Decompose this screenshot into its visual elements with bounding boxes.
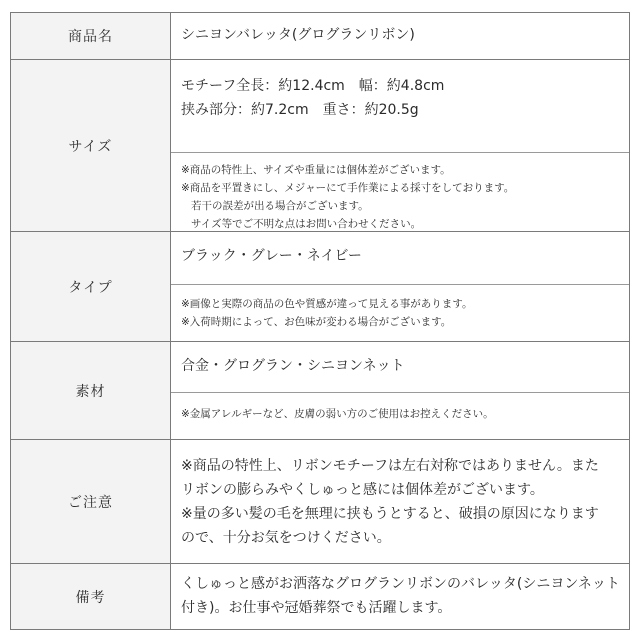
material-text: 合金・グログラン・シニヨンネット bbox=[181, 358, 405, 374]
note-text: ※商品を平置きにし、メジャーにて手作業による採寸をしております。 bbox=[181, 182, 515, 194]
note-text: ※商品の特性上、サイズや重量には個体差がございます。 bbox=[181, 164, 451, 176]
row-label: サイズ bbox=[11, 60, 171, 231]
note-text: ※画像と実際の商品の色や質感が違って見える事があります。 bbox=[181, 298, 473, 310]
product-spec-table bbox=[10, 12, 630, 630]
remarks-text: くしゅっと感がお洒落なグログランリボンのバレッタ(シニヨンネット bbox=[181, 576, 620, 592]
size-length-text: モチーフ全長：約12.4cm 幅：約4.8cm bbox=[181, 78, 445, 94]
table-row-remarks bbox=[11, 563, 629, 629]
product-name-text: シニヨンバレッタ(グログランリボン) bbox=[181, 27, 415, 43]
caution-text: ※商品の特性上、リボンモチーフは左右対称ではありません。また bbox=[181, 458, 599, 474]
note-text: ※金属アレルギーなど、皮膚の弱い方のご使用はお控えください。 bbox=[181, 408, 494, 420]
row-label: 素材 bbox=[11, 342, 171, 439]
table-row-product-name bbox=[11, 13, 629, 59]
row-value bbox=[171, 342, 629, 439]
note-text: 若干の誤差が出る場合がございます。 bbox=[191, 200, 369, 212]
caution-text: リボンの膨らみやくしゅっと感には個体差がございます。 bbox=[181, 482, 544, 498]
note-text: ※入荷時期によって、お色味が変わる場合がございます。 bbox=[181, 316, 452, 328]
size-clip-text: 挟み部分：約7.2cm 重さ：約20.5g bbox=[181, 102, 419, 118]
caution-text: ※量の多い髪の毛を無理に挟もうとすると、破損の原因になります bbox=[181, 506, 599, 522]
table-row-material bbox=[11, 341, 629, 439]
table-row-size bbox=[11, 59, 629, 231]
note-text: サイズ等でご不明な点はお問い合わせください。 bbox=[191, 218, 422, 230]
table-row-type bbox=[11, 231, 629, 341]
row-value bbox=[171, 440, 629, 563]
remarks-text: 付き)。お仕事や冠婚葬祭でも活躍します。 bbox=[181, 600, 452, 616]
type-colors-text: ブラック・グレー・ネイビー bbox=[181, 248, 362, 264]
row-label: 備考 bbox=[11, 564, 171, 629]
row-label: 商品名 bbox=[11, 13, 171, 59]
row-value bbox=[171, 564, 629, 629]
table-row-caution bbox=[11, 439, 629, 563]
row-label: ご注意 bbox=[11, 440, 171, 563]
row-value bbox=[171, 232, 629, 341]
caution-text: ので、十分お気をつけください。 bbox=[181, 530, 391, 546]
row-value bbox=[171, 13, 629, 59]
row-label: タイプ bbox=[11, 232, 171, 341]
row-value bbox=[171, 60, 629, 231]
